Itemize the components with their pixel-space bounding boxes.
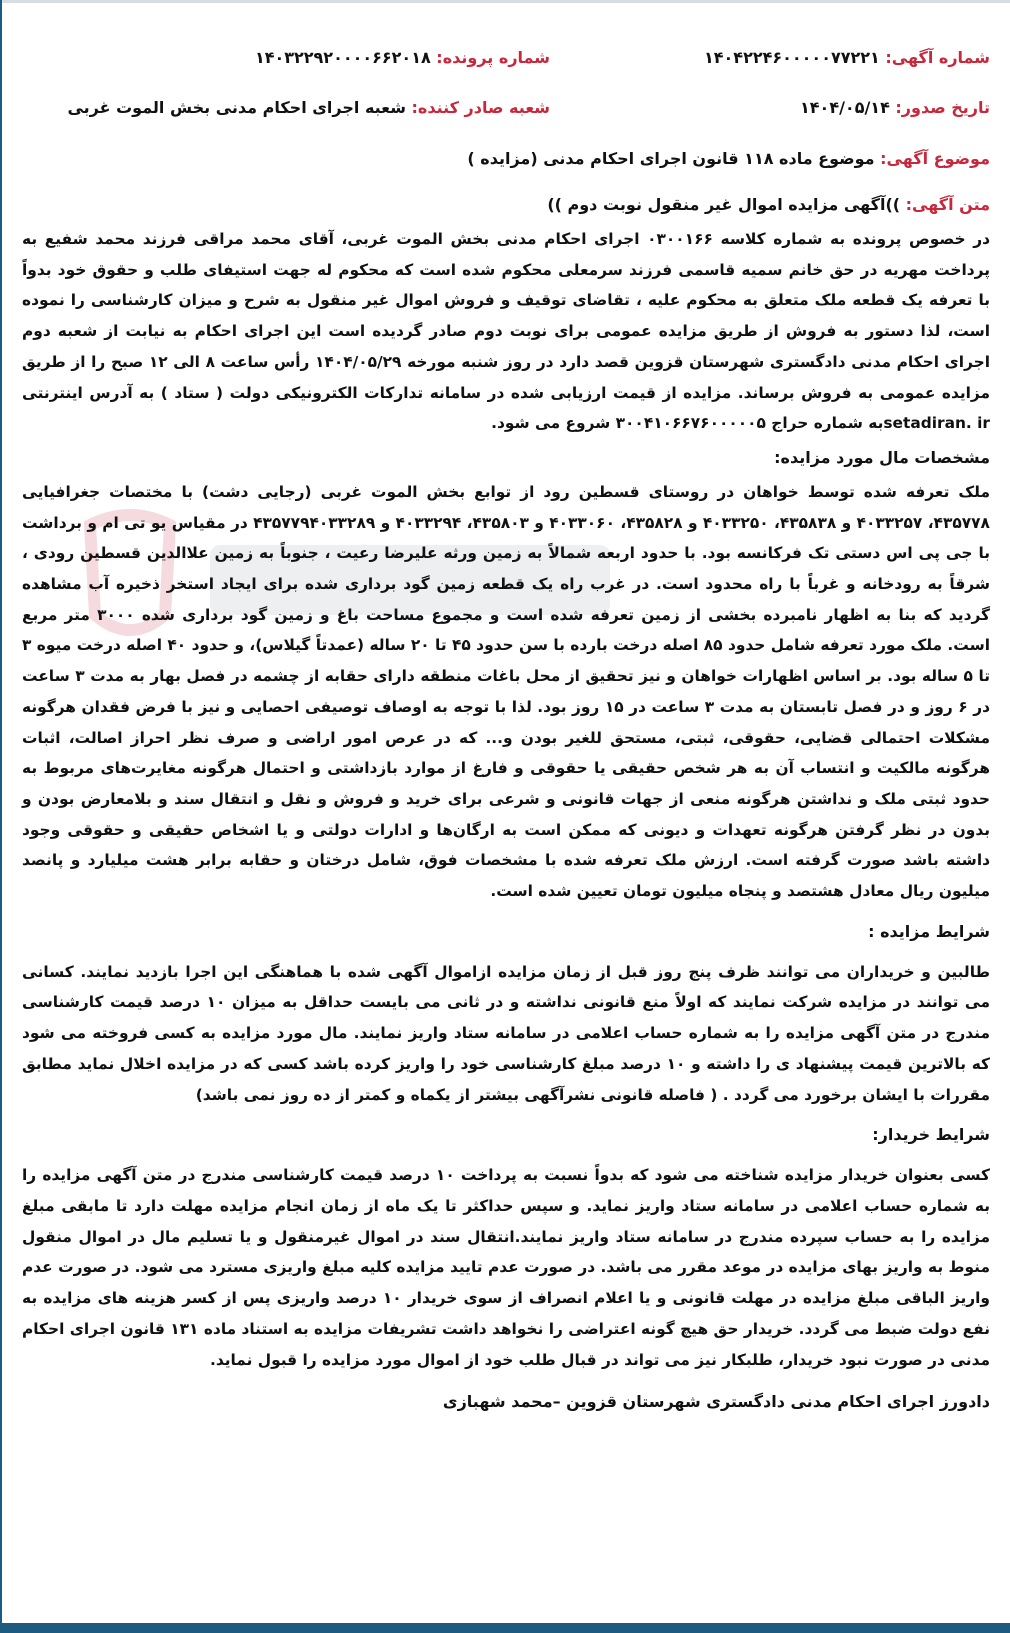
signature: دادورز اجرای احکام مدنی دادگستری شهرستان قزوین –محمد شهبازی <box>442 1392 990 1412</box>
issuer <box>67 98 550 117</box>
case-number <box>255 48 550 67</box>
issuer-value: شعبه اجرای احکام مدنی بخش الموت غربی <box>67 97 406 117</box>
buyer-conditions-heading: شرایط خریدار: <box>872 1125 990 1145</box>
meta-row-2 <box>22 82 990 132</box>
ad-text-label: متن آگهی: <box>905 195 990 214</box>
issue-date-value: ۱۴۰۴/۰۵/۱۴ <box>800 97 890 117</box>
property-heading: مشخصات مال مورد مزایده: <box>774 447 990 467</box>
case-number-label: شماره پرونده: <box>436 47 550 67</box>
document-content <box>22 32 990 1417</box>
issuer-label: شعبه صادر کننده: <box>411 97 550 117</box>
meta-row-1 <box>22 32 990 82</box>
paragraph-buyer-conditions: کسی بعنوان خریدار مزایده شناخته می شود که بدواً نسبت به پرداخت ۱۰ درصد قیمت کارشناسی مندرج در متن آگهی مزایده را به شماره حساب اعلامی در سامانه ستاد واریز نماید. و سپس حداکثر تا یک ماه از زمان انجام مزایده مهلت دارد تا مابقی مبلغ مزایده را به حساب سپرده مندرج در سامانه ستاد واریز نمایند.انتقال سند در اموال غیرمنقول و یا تسلیم مال در اموال منقول منوط به واریز بهای مزایده در موعد مقرر می باشد. در صورت عدم تایید مزایده کلیه مبلغ واریزی مسترد می شود. در صورت عدم واریز الباقی مبلغ مزایده در مهلت قانونی و یا اعلام انصراف از سوی خریدار ۱۰ درصد واریزی پس از کسر هزینه های مزایده به نفع دولت ضبط می گردد. خریدار حق هیچ گونه اعتراضی را نخواهد داشت تشریفات مزایده به استناد ماده ۱۳۱ قانون اجرای احکام مدنی در صورت نبود خریدار، طلبکار نیز می تواند در قبال طلب خود از اموال مورد مزایده را قبول نماید. <box>22 1166 991 1369</box>
case-number-value: ۱۴۰۳۲۲۹۲۰۰۰۰۶۶۲۰۱۸ <box>254 47 431 67</box>
ad-text-row <box>22 192 990 218</box>
paragraph-property-details: ملک تعرفه شده توسط خواهان در روستای قسطین رود از توابع بخش الموت غربی (رجایی دشت) با مختصات جغرافیایی ۴۳۵۷۷۸، ۴۰۳۳۲۵۷ و ۴۳۵۸۳۸، ۴۰۳۳۲۵۰ و ۴۳۵۸۲۸، ۴۰۳۳۰۶۰ و ۴۳۵۸۰۳، ۴۰۳۳۲۹۴ و ۴۳۵۷۷۹۴۰۳۳۲۸۹ در مقیاس یو تی ام و برداشت با جی پی اس دستی تک فرکانسه بود. با حدود اربعه شمالاً به زمین ورثه علیرضا رعیت ، جنوباً به زمین علاالدین قسطین رودی ، شرقاً به رودخانه و غرباً با راه محدود است. در غرب راه یک قطعه زمین گود برداری شده برای ایجاد استخر ذخیره آب مشاهده گردید که بنا به اظهار نامبرده بخشی از زمین تعرفه شده است و مجموع مساحت باغ و زمین گود برداری شده ۳۰۰۰ متر مربع است. ملک مورد تعرفه شامل حدود ۸۵ اصله درخت بارده با سن حدود ۴۵ تا ۲۰ ساله (عمدتاً گیلاس)، و حدود ۴۰ اصله درخت میوه ۳ تا ۵ ساله بود. بر اساس اظهارات خواهان و نیز تحقیق از محل باغات منطقه دارای حقابه از چشمه در فصل بهار به مدت ۳ ساعت در ۶ روز و در فصل تابستان به مدت ۳ ساعت در ۱۵ روز بود. لذا با توجه به اوصاف توصیفی احصایی و نیز با فرض فقدان هرگونه مشکلات احتمالی قضایی، حقوقی، ثبتی، مستحق للغیر بودن و... که در عرص امور اراضی و صرف نظر احراز اصالت، اثبات هرگونه مالکیت و انتساب آن به هر شخص حقیقی یا حقوقی و فارغ از موارد بازداشتی و احتمال هرگونه مغایرت‌های مربوط به حدود ثبتی ملک و نداشتن هرگونه منعی از جهات قانونی و شرعی برای خرید و فروش و نقل و انتقال سند و بلامعارض بودن و بدون در نظر گرفتن هرگونه تعهدات و دیونی که ممکن است به ارگان‌ها و ادارات دولتی و یا اشخاص حقیقی و حقوقی وجود داشته باشد صورت گرفته است. ارزش ملک تعرفه شده با مشخصات فوق، شامل درختان و حقابه برابر هشت میلیارد و پانصد میلیون ریال معادل هشتصد و پنجاه میلیون تومان تعیین شده است. <box>22 482 990 901</box>
issue-date-label: تاریخ صدور: <box>895 97 990 117</box>
subject-value: موضوع ماده ۱۱۸ قانون اجرای احکام مدنی (مزایده ) <box>467 149 875 168</box>
paragraph-case-details: در خصوص پرونده به شماره کلاسه ۰۳۰۰۱۶۶ اجرای احکام مدنی بخش الموت غربی، آقای محمد مراقی فرزند محمد شفیع به پرداخت مهریه در حق خانم سمیه قاسمی فرزند سرمعلی محکوم شده است که محکوم له جهت استیفای طلب و حقوق خود بدواً با تعرفه یک قطعه ملک متعلق به محکوم علیه ، تقاضای توقیف و فروش اموال غیر منقول به شرح و میزان کارشناسی را نموده است، لذا دستور به فروش از طریق مزایده عمومی برای نوبت دوم صادر گردیده است این اجرای احکام به نیابت از شعبه دوم اجرای احکام مدنی دادگستری شهرستان قزوین قصد دارد در روز شنبه مورخه ۱۴۰۴/۰۵/۲۹ رأس ساعت ۸ الی ۱۲ صبح را از طریق مزایده عمومی به فروش برساند. مزایده از قیمت ارزیابی شده در سامانه تدارکات الکترونیکی دولت ( ستاد ) به آدرس اینترنتی setadiran. irبه شماره حراج ۳۰۰۴۱۰۶۶۷۶۰۰۰۰۰۵ شروع می شود. <box>22 230 991 433</box>
subject-label: موضوع آگهی: <box>880 149 990 168</box>
ad-number <box>550 48 990 67</box>
issue-date <box>550 98 990 117</box>
subject-row <box>22 146 990 172</box>
left-border <box>0 0 2 1633</box>
top-border <box>0 0 1010 3</box>
paragraph-auction-conditions: طالبین و خریداران می توانند ظرف پنج روز قبل از زمان مزایده ازاموال آگهی شده با هماهنگی این اجرا بازدید نمایند. کسانی می توانند در مزایده شرکت نمایند که اولاً منع قانونی نداشته و در ثانی می بایست حداقل به میزان ۱۰ درصد قیمت کارشناسی مندرج در متن آگهی مزایده را به شماره حساب اعلامی در سامانه ستاد واریز نمایند. مال مورد مزایده به کسی فروخته می شود که بالاترین قیمت پیشنهاد ی را داشته و ۱۰ درصد مبلغ کارشناسی خود را واریز کرده باشد کسی که در مزایده اخلال نماید مطابق مقررات با ایشان برخورد می گردد . ( فاصله قانونی نشرآگهی بیشتر از یکماه و کمتر از ده روز نمی باشد) <box>22 962 990 1104</box>
ad-number-label: شماره آگهی: <box>885 47 990 67</box>
bottom-bar <box>0 1623 1010 1633</box>
ad-number-value: ۱۴۰۴۲۲۴۶۰۰۰۰۰۷۷۲۲۱ <box>704 47 880 67</box>
auction-conditions-heading: شرایط مزایده : <box>868 921 990 941</box>
ad-text-title: ))آگهی مزایده اموال غیر منقول نوبت دوم )) <box>547 195 901 214</box>
